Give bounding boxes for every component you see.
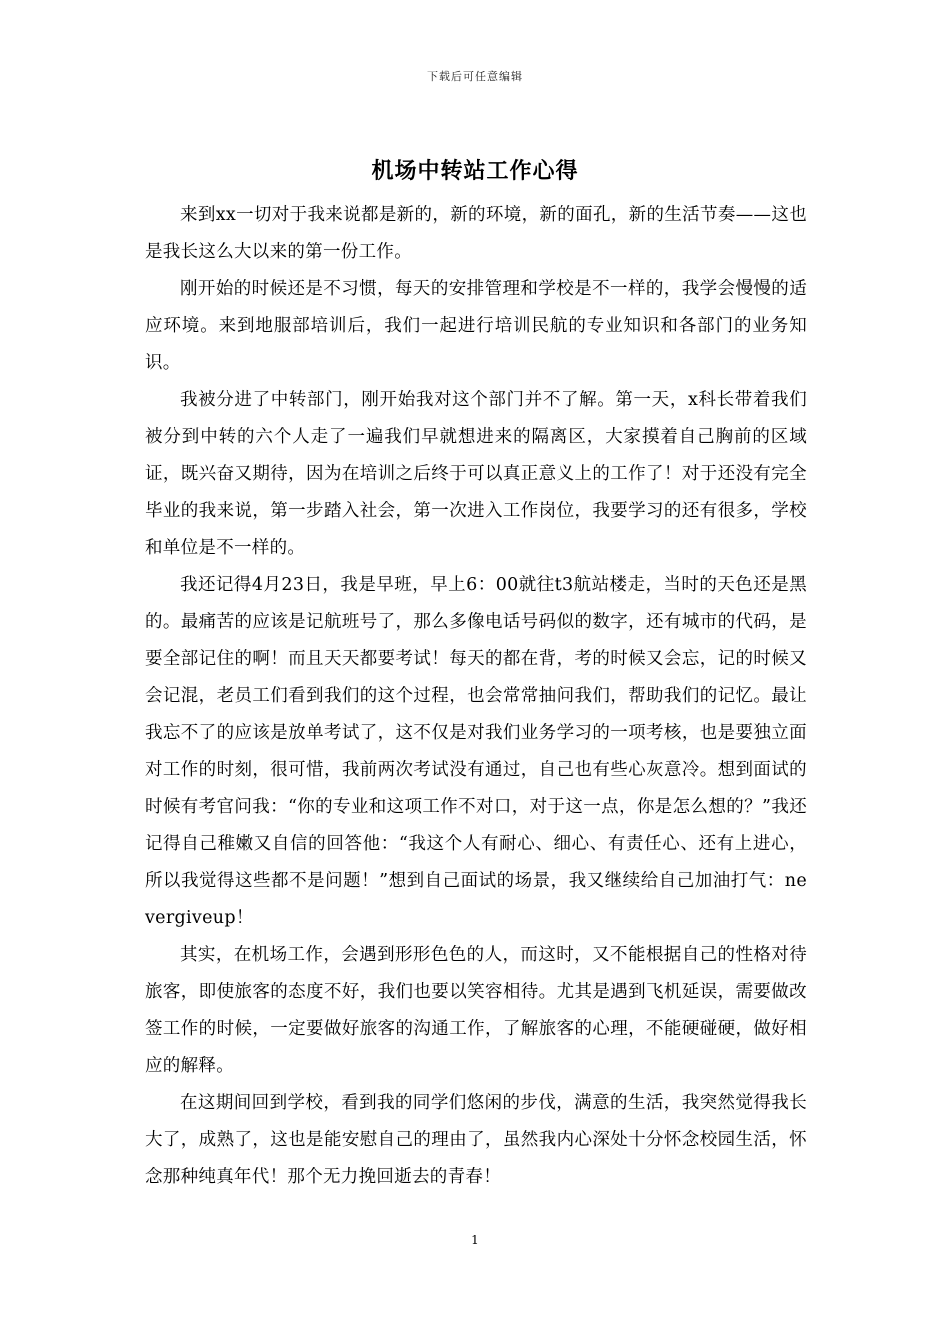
paragraph-2: 刚开始的时候还是不习惯，每天的安排管理和学校是不一样的，我学会慢慢的适应环境。来到地服部培训后，我们一起进行培训民航的专业知识和各部门的业务知识。 [145,279,807,373]
document-title: 机场中转站工作心得 [371,158,579,184]
paragraph-3: 我被分进了中转部门，刚开始我对这个部门并不了解。第一天，x科长带着我们被分到中转的六个人走了一遍我们早就想进来的隔离区，大家摸着自己胸前的区域证，既兴奋又期待，因为在培训之后终于可以真正意义上的工作了！对于还没有完全毕业的我来说，第一步踏入社会，第一次进入工作岗位，我要学习的还有很多，学校和单位是不一样的。 [145,390,807,558]
paragraph-6: 在这期间回到学校，看到我的同学们悠闲的步伐，满意的生活，我突然觉得我长大了，成熟了，这也是能安慰自己的理由了，虽然我内心深处十分怀念校园生活，怀念那种纯真年代！那个无力挽回逝去的青春！ [145,1093,807,1187]
header-note: 下载后可任意编辑 [427,70,523,83]
paragraph-5: 其实，在机场工作，会遇到形形色色的人，而这时，又不能根据自己的性格对待旅客，即使旅客的态度不好，我们也要以笑容相待。尤其是遇到飞机延误，需要做改签工作的时候，一定要做好旅客的沟通工作，了解旅客的心理，不能硬碰硬，做好相应的解释。 [145,945,807,1076]
paragraph-4: 我还记得4月23日，我是早班，早上6：00就往t3航站楼走，当时的天色还是黑的。最痛苦的应该是记航班号了，那么多像电话号码似的数字，还有城市的代码，是要全部记住的啊！而且天天都要考试！每天的都在背，考的时候又会忘，记的时候又会记混，老员工们看到我们的这个过程，也会常常抽问我们，帮助我们的记忆。最让我忘不了的应该是放单考试了，这不仅是对我们业务学习的一项考核，也是要独立面对工作的时刻，很可惜，我前两次考试没有通过，自己也有些心灰意冷。想到面试的时候有考官问我：“你的专业和这项工作不对口，对于这一点，你是怎么想的？”我还记得自己稚嫩又自信的回答他：“我这个人有耐心、细心、有责任心、还有上进心，所以我觉得这些都不是问题！”想到自己面试的场景，我又继续给自己加油打气：nevergiveup！ [145,575,807,928]
page-number: 1 [471,1233,479,1247]
paragraph-1: 来到xx一切对于我来说都是新的，新的环境，新的面孔，新的生活节奏——这也是我长这么大以来的第一份工作。 [145,205,807,262]
document-body [145,197,807,1196]
